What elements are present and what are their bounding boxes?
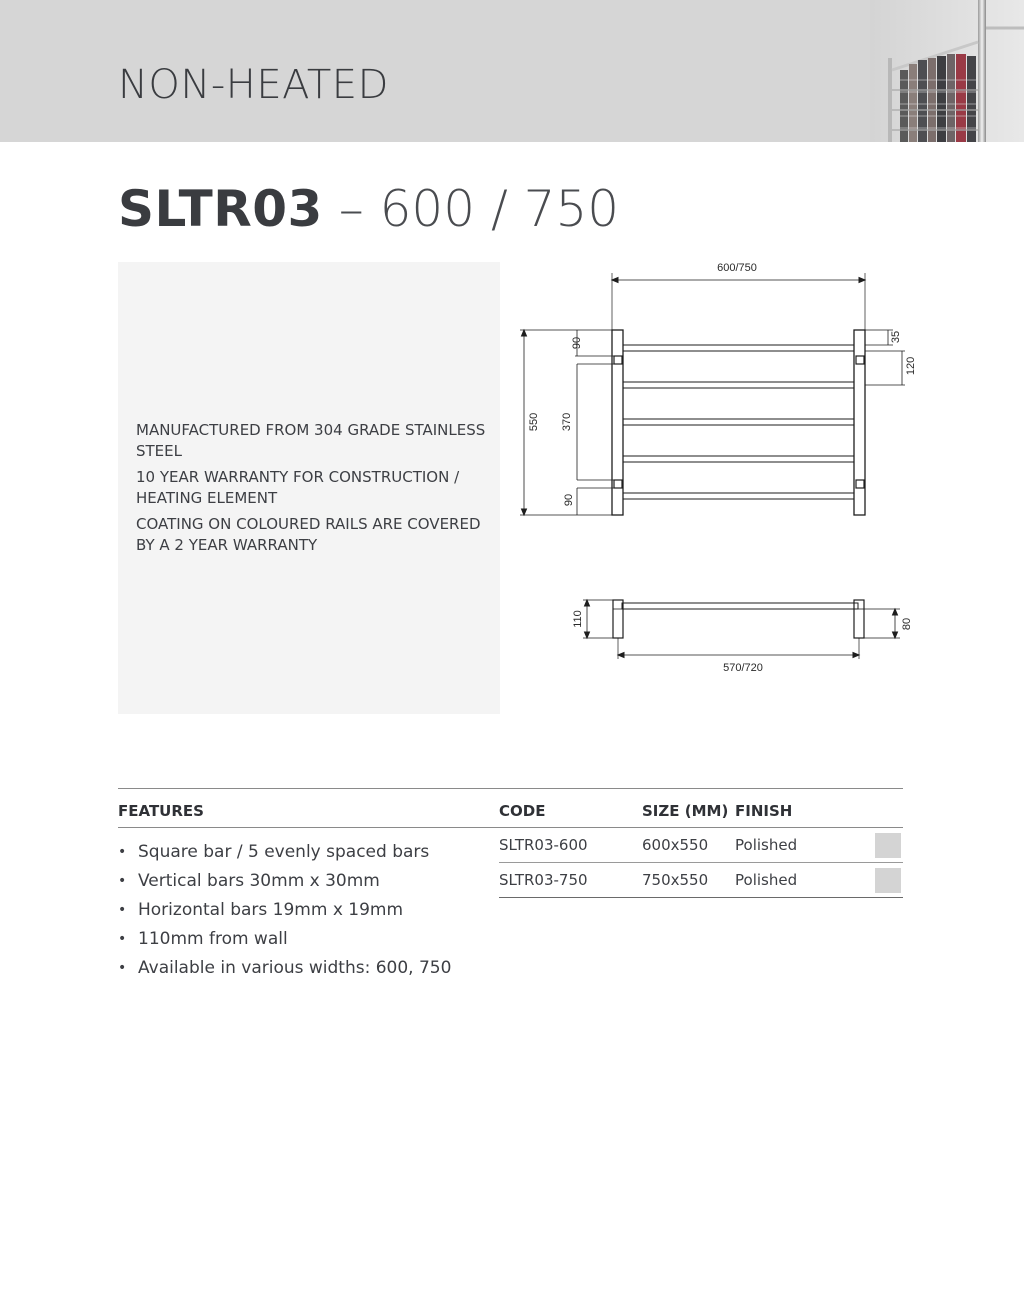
dim-bracket-centers: 570/720 [723, 662, 763, 674]
product-code: SLTR03 [118, 180, 323, 238]
list-item: • 110mm from wall [118, 927, 478, 951]
divider [118, 788, 903, 789]
code-column-header: CODE [499, 802, 546, 820]
section-title: NON-HEATED [118, 62, 389, 108]
info-box [118, 262, 500, 714]
dim-bracket-spacing: 370 [561, 412, 573, 432]
towel-rail-photo [870, 0, 1024, 142]
horizontal-bar [623, 345, 854, 351]
size-cell: 600x550 [642, 836, 709, 854]
wall-bracket [856, 480, 864, 488]
wall-bracket [614, 480, 622, 488]
info-list [136, 420, 486, 561]
horizontal-bar [623, 456, 854, 462]
dim-bar-depth: 35 [890, 330, 902, 344]
info-item-coating: COATING ON COLOURED RAILS ARE COVERED BY A 2 YEAR WARRANTY [136, 515, 481, 554]
horizontal-bar [623, 419, 854, 425]
info-item-material: MANUFACTURED FROM 304 GRADE STAINLESS STEEL [136, 421, 486, 460]
dim-overall-width: 600/750 [717, 262, 757, 274]
features-heading: FEATURES [118, 802, 204, 820]
table-row [499, 828, 903, 863]
finish-swatch [875, 868, 901, 893]
code-cell: SLTR03-750 [499, 871, 588, 889]
list-item: • Available in various widths: 600, 750 [118, 956, 478, 980]
title-separator: – [338, 180, 364, 238]
top-view-bracket-right [854, 600, 864, 638]
finish-cell: Polished [735, 836, 798, 854]
top-view-rail [622, 603, 858, 609]
product-sizes: 600 / 750 [379, 180, 620, 238]
horizontal-bar [623, 382, 854, 388]
list-item: • Square bar / 5 evenly spaced bars [118, 840, 478, 864]
size-column-header: SIZE (MM) [642, 802, 729, 820]
info-item-warranty: 10 YEAR WARRANTY FOR CONSTRUCTION / HEATING ELEMENT [136, 468, 460, 507]
features-list [118, 840, 478, 985]
finish-column-header: FINISH [735, 802, 793, 820]
dim-bottom-offset: 90 [563, 493, 575, 507]
dim-bar-spacing: 120 [905, 356, 917, 376]
dim-wall-distance: 110 [572, 610, 584, 628]
wall-bracket [614, 356, 622, 364]
code-cell: SLTR03-600 [499, 836, 588, 854]
product-title [118, 180, 619, 238]
list-item: • Horizontal bars 19mm x 19mm [118, 898, 478, 922]
table-row [499, 863, 903, 898]
finish-swatch [875, 833, 901, 858]
header-band [0, 0, 1024, 142]
dim-bracket-depth: 80 [901, 617, 913, 631]
size-cell: 750x550 [642, 871, 709, 889]
finish-cell: Polished [735, 871, 798, 889]
wall-bracket [856, 356, 864, 364]
spec-table [499, 828, 903, 898]
dim-overall-height: 550 [528, 412, 540, 432]
list-item: • Vertical bars 30mm x 30mm [118, 869, 478, 893]
horizontal-bar [623, 493, 854, 499]
technical-drawing [505, 255, 925, 685]
dim-top-offset: 90 [571, 336, 583, 350]
divider [118, 827, 499, 828]
